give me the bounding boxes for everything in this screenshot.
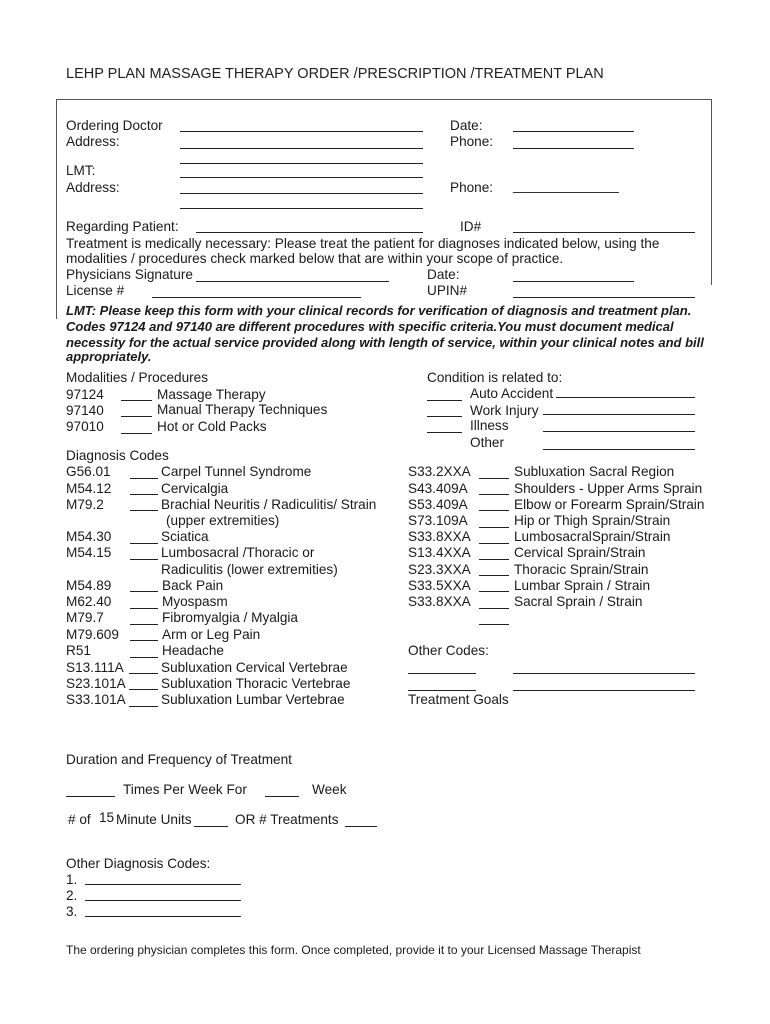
modality-label: Manual Therapy Techniques xyxy=(157,402,328,417)
diagnosis-label: Arm or Leg Pain xyxy=(162,627,261,642)
other-diagnosis-number: 2. xyxy=(66,888,78,903)
date2-field[interactable] xyxy=(513,281,634,282)
diagnosis-check[interactable] xyxy=(479,575,509,576)
condition-label: Other xyxy=(470,435,504,450)
diagnosis-check[interactable] xyxy=(479,591,509,592)
diagnosis-label: Myospasm xyxy=(162,594,228,609)
modality-code: 97140 xyxy=(66,403,104,418)
condition-field-illness[interactable] xyxy=(543,431,695,432)
diagnosis-label: Cervical Sprain/Strain xyxy=(514,545,646,560)
units-number: 15 xyxy=(99,810,115,825)
diagnosis-code: S33.101A xyxy=(66,692,126,707)
box-right-border xyxy=(711,99,712,285)
condition-field-work[interactable] xyxy=(543,414,695,415)
condition-check-work[interactable] xyxy=(427,416,462,417)
other-diagnosis-number: 1. xyxy=(66,872,78,887)
regarding-patient-field[interactable] xyxy=(196,232,423,233)
date-label: Date: xyxy=(450,118,483,133)
diagnosis-label: Sacral Sprain / Strain xyxy=(514,594,643,609)
condition-label: Illness xyxy=(470,418,509,433)
week-label: Week xyxy=(312,782,347,797)
diagnosis-code: S53.409A xyxy=(408,497,468,512)
address-label: Address: xyxy=(66,134,120,149)
other-diagnosis-field-1[interactable] xyxy=(85,884,241,885)
phone2-label: Phone: xyxy=(450,180,494,195)
lmt-address-label: Address: xyxy=(66,180,120,195)
condition-label: Work Injury xyxy=(470,403,539,418)
box-left-border xyxy=(56,99,57,319)
diagnosis-check[interactable] xyxy=(479,543,509,544)
duration-heading: Duration and Frequency of Treatment xyxy=(66,752,292,767)
modality-check-massage[interactable] xyxy=(121,400,152,401)
diagnosis-code: R51 xyxy=(66,643,91,658)
diagnosis-code: S73.109A xyxy=(408,513,468,528)
units-prefix: # of xyxy=(68,812,91,827)
diagnosis-check-extra[interactable] xyxy=(479,624,509,625)
other-codes-field-4[interactable] xyxy=(513,690,695,691)
modality-label: Massage Therapy xyxy=(157,387,266,402)
diagnosis-check[interactable] xyxy=(129,689,158,690)
address-field-1[interactable] xyxy=(180,148,423,149)
diagnosis-label: Hip or Thigh Sprain/Strain xyxy=(514,513,671,528)
other-diagnosis-field-2[interactable] xyxy=(85,900,241,901)
diagnosis-check[interactable] xyxy=(479,478,509,479)
condition-field-other[interactable] xyxy=(543,449,695,450)
diagnosis-code: S23.101A xyxy=(66,676,126,691)
other-codes-label: Other Codes: xyxy=(408,643,489,658)
diagnosis-code: S23.3XXA xyxy=(408,562,471,577)
diagnosis-code: M79.7 xyxy=(66,610,104,625)
date-field[interactable] xyxy=(513,131,634,132)
times-per-week-field[interactable] xyxy=(66,796,115,797)
phone2-field[interactable]: ______________ xyxy=(513,178,619,193)
footer-note: The ordering physician completes this form. Once completed, provide it to your Licensed Massage Therapist xyxy=(66,943,641,957)
diagnosis-code: M79.2 xyxy=(66,497,104,512)
license-label: License # xyxy=(66,283,125,298)
treatment-statement-2: modalities / procedures check marked below that are within your scope of practice. xyxy=(66,251,564,266)
diagnosis-label: Thoracic Sprain/Strain xyxy=(514,562,649,577)
lmt-label: LMT: xyxy=(66,163,96,178)
upin-field[interactable] xyxy=(513,297,695,298)
date2-label: Date: xyxy=(427,267,460,282)
diagnosis-check[interactable] xyxy=(130,543,158,544)
times-per-week-label: Times Per Week For xyxy=(123,782,247,797)
upin-label: UPIN# xyxy=(427,283,468,298)
other-codes-field-2[interactable] xyxy=(408,673,476,674)
condition-label: Auto Accident xyxy=(470,386,554,401)
modality-check-packs[interactable] xyxy=(121,433,152,434)
diagnosis-code: S13.4XXA xyxy=(408,545,471,560)
condition-field-auto[interactable] xyxy=(556,397,695,398)
diagnosis-label: Lumbosacral /Thoracic or xyxy=(161,545,315,560)
diagnosis-check[interactable] xyxy=(130,640,158,641)
diagnosis-label-continued: Radiculitis (lower extremities) xyxy=(161,562,338,577)
physicians-signature-field[interactable] xyxy=(196,281,389,282)
diagnosis-code: S33.2XXA xyxy=(408,464,471,479)
phone-label: Phone: xyxy=(450,134,494,149)
diagnosis-check[interactable] xyxy=(479,510,509,511)
other-diagnosis-field-3[interactable] xyxy=(85,916,241,917)
modality-label: Hot or Cold Packs xyxy=(157,419,267,434)
diagnosis-code: M54.30 xyxy=(66,529,112,544)
condition-heading: Condition is related to: xyxy=(427,370,563,385)
units-field[interactable] xyxy=(194,826,228,827)
diagnosis-label: LumbosacralSprain/Strain xyxy=(514,529,671,544)
address-field-2[interactable] xyxy=(180,163,423,164)
diagnosis-code: M79.609 xyxy=(66,627,119,642)
physicians-signature-label: Physicians Signature xyxy=(66,267,193,282)
treatment-statement-1: Treatment is medically necessary: Please treat the patient for diagnoses indicated below, using the xyxy=(66,236,660,251)
diagnosis-code: S33.8XXA xyxy=(408,594,471,609)
other-diagnosis-number: 3. xyxy=(66,904,78,919)
diagnosis-code: S43.409A xyxy=(408,481,468,496)
diagnosis-label: Elbow or Forearm Sprain/Strain xyxy=(514,497,705,512)
diagnosis-label: Subluxation Sacral Region xyxy=(514,464,675,479)
notice-line-1: LMT: Please keep this form with your clinical records for verification of diagnosis and treatment plan. xyxy=(66,303,692,318)
treatments-field[interactable] xyxy=(345,826,377,827)
condition-check-auto[interactable] xyxy=(427,400,462,401)
diagnosis-label: Brachial Neuritis / Radiculitis/ Strain xyxy=(161,497,377,512)
diagnosis-check[interactable] xyxy=(130,559,158,560)
lmt-address-field-1[interactable] xyxy=(180,193,423,194)
lmt-address-field-2[interactable] xyxy=(180,208,423,209)
diagnosis-check[interactable] xyxy=(129,673,158,674)
diagnosis-code: M54.15 xyxy=(66,545,112,560)
units-suffix: Minute Units xyxy=(116,812,192,827)
diagnosis-code: S33.5XXA xyxy=(408,578,471,593)
diagnosis-label: Back Pain xyxy=(162,578,224,593)
form-title: LEHP PLAN MASSAGE THERAPY ORDER /PRESCRIPTION /TREATMENT PLAN xyxy=(66,66,604,82)
diagnosis-check[interactable] xyxy=(130,608,158,609)
diagnosis-code: S13.111A xyxy=(66,660,124,675)
diagnosis-label: Sciatica xyxy=(161,529,209,544)
lmt-field[interactable] xyxy=(180,177,423,178)
diagnosis-label: Subluxation Cervical Vertebrae xyxy=(161,660,348,675)
diagnosis-check[interactable] xyxy=(129,706,158,707)
weeks-field[interactable] xyxy=(265,796,299,797)
modality-check-manual[interactable] xyxy=(121,416,152,417)
ordering-doctor-field[interactable] xyxy=(180,131,423,132)
diagnosis-label: Lumbar Sprain / Strain xyxy=(514,578,651,593)
ordering-doctor-label: Ordering Doctor xyxy=(66,118,163,133)
diagnosis-check[interactable] xyxy=(130,478,158,479)
condition-check-illness[interactable] xyxy=(427,432,462,433)
diagnosis-check[interactable] xyxy=(130,494,158,495)
diagnosis-check[interactable] xyxy=(130,510,158,511)
diagnosis-check[interactable] xyxy=(130,591,158,592)
modality-code: 97124 xyxy=(66,387,104,402)
regarding-patient-label: Regarding Patient: xyxy=(66,219,179,234)
diagnosis-check[interactable] xyxy=(479,559,509,560)
diagnosis-code: M54.89 xyxy=(66,578,112,593)
notice-line-3: necessity for the actual service provided along with length of service, within your clinical notes and bill xyxy=(66,335,704,350)
diagnosis-code: G56.01 xyxy=(66,464,111,479)
phone-field[interactable] xyxy=(513,148,634,149)
diagnosis-label: Fibromyalgia / Myalgia xyxy=(162,610,298,625)
diagnosis-label: Subluxation Lumbar Vertebrae xyxy=(161,692,345,707)
other-codes-field-1[interactable] xyxy=(513,673,695,674)
diagnosis-check[interactable] xyxy=(479,527,509,528)
diagnosis-label-continued: (upper extremities) xyxy=(166,513,280,528)
treatments-label: OR # Treatments xyxy=(235,812,339,827)
diagnosis-label: Carpel Tunnel Syndrome xyxy=(161,464,312,479)
diagnosis-check[interactable] xyxy=(130,624,158,625)
notice-line-4: appropriately. xyxy=(66,349,152,364)
diagnosis-check[interactable] xyxy=(130,657,158,658)
diagnosis-label: Subluxation Thoracic Vertebrae xyxy=(161,676,351,691)
id-field[interactable] xyxy=(513,232,695,233)
diagnosis-label: Headache xyxy=(162,643,224,658)
diagnosis-code: M62.40 xyxy=(66,594,112,609)
license-field[interactable] xyxy=(152,297,361,298)
diagnosis-heading: Diagnosis Codes xyxy=(66,448,169,463)
other-diagnosis-heading: Other Diagnosis Codes: xyxy=(66,856,211,871)
diagnosis-check[interactable] xyxy=(479,494,509,495)
diagnosis-code: M54.12 xyxy=(66,481,112,496)
modality-code: 97010 xyxy=(66,419,104,434)
id-label: ID# xyxy=(460,219,482,234)
notice-line-2: Codes 97124 and 97140 are different procedures with specific criteria.You must document medical xyxy=(66,319,674,334)
diagnosis-code: S33.8XXA xyxy=(408,529,471,544)
box-top-border xyxy=(56,99,712,100)
diagnosis-label: Shoulders - Upper Arms Sprain xyxy=(514,481,703,496)
other-codes-field-3[interactable] xyxy=(408,690,476,691)
treatment-goals-label: Treatment Goals xyxy=(408,692,509,707)
diagnosis-check[interactable] xyxy=(479,608,509,609)
modalities-heading: Modalities / Procedures xyxy=(66,370,209,385)
diagnosis-label: Cervicalgia xyxy=(161,481,229,496)
